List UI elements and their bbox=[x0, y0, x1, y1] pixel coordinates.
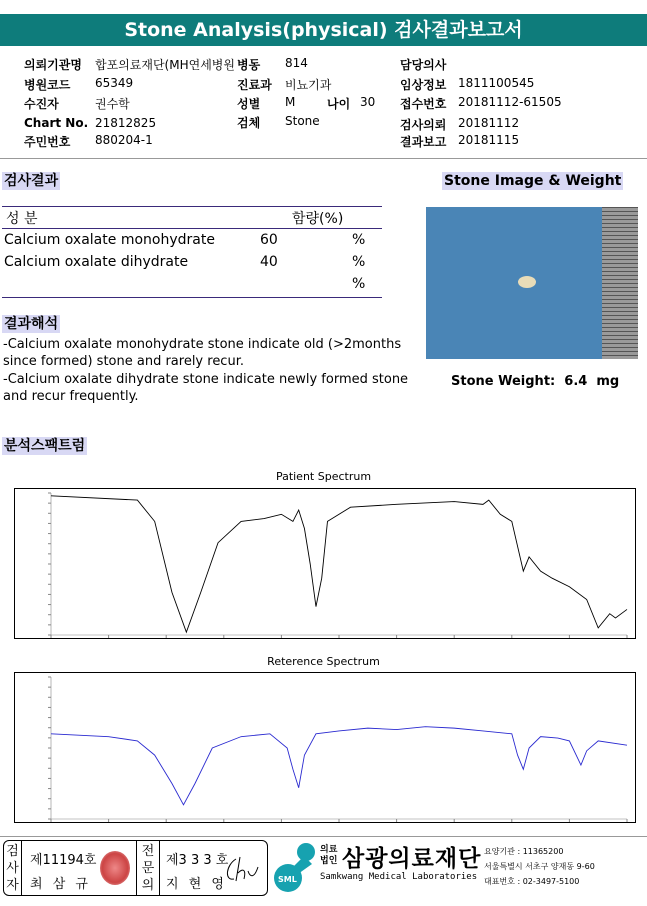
component-unit: % bbox=[352, 276, 366, 292]
table-top-rule bbox=[2, 206, 382, 207]
request-value: 20181112 bbox=[458, 116, 520, 130]
axes bbox=[51, 677, 627, 819]
specimen-label: 검체 bbox=[237, 116, 261, 130]
chart-no-label: Chart No. bbox=[24, 116, 89, 130]
component-value: 60 bbox=[260, 232, 278, 248]
institution-value: 합포의료재단(MH연세병원 bbox=[95, 58, 235, 72]
component-unit: % bbox=[352, 232, 366, 248]
id-value: 880204-1 bbox=[95, 133, 153, 147]
component-unit: % bbox=[352, 254, 366, 270]
org-code: 요양기관 : 11365200 bbox=[484, 847, 564, 856]
patient-spectrum-title: Patient Spectrum bbox=[275, 470, 372, 483]
receipt-value: 20181112-61505 bbox=[458, 95, 562, 109]
org-type: 의료법인 bbox=[320, 845, 338, 866]
component-name: Calcium oxalate dihydrate bbox=[4, 254, 189, 270]
specialist-name: 지 현 영 bbox=[166, 877, 227, 892]
signature-icon bbox=[222, 853, 262, 885]
org-address: 서울특별시 서초구 양재동 9-60 bbox=[484, 862, 595, 871]
request-label: 검사의뢰 bbox=[400, 118, 447, 132]
col-content: 함량(%) bbox=[292, 211, 344, 227]
footer-divider bbox=[0, 836, 647, 837]
patient-spectrum-chart bbox=[14, 488, 636, 639]
image-heading: Stone Image & Weight bbox=[444, 173, 622, 189]
patient-value: 권수학 bbox=[95, 97, 130, 111]
specialist-no: 제3 3 3 호 bbox=[166, 853, 229, 868]
hospital-code-label: 병원코드 bbox=[24, 78, 71, 92]
interpretation-heading: 결과해석 bbox=[4, 316, 59, 332]
specimen-value: Stone bbox=[285, 114, 320, 128]
age-label: 나이 bbox=[327, 97, 351, 111]
weight-value: 6.4 bbox=[564, 374, 588, 389]
org-name: 삼광의료재단 bbox=[342, 846, 482, 872]
spectrum-line bbox=[51, 496, 627, 632]
ward-value: 814 bbox=[285, 56, 308, 70]
id-label: 주민번호 bbox=[24, 135, 71, 149]
chart-no-value: 21812825 bbox=[95, 116, 157, 130]
patient-label: 수진자 bbox=[24, 97, 59, 111]
ward-label: 병동 bbox=[237, 58, 261, 72]
examiner-label: 검사자 bbox=[4, 841, 22, 895]
org-english: Samkwang Medical Laboratories bbox=[320, 872, 478, 882]
report-label: 결과보고 bbox=[400, 135, 447, 149]
stone-weight bbox=[451, 374, 619, 389]
hospital-code-value: 65349 bbox=[95, 76, 134, 90]
seal-icon bbox=[100, 851, 130, 885]
sex-label: 성별 bbox=[237, 97, 261, 111]
spectrum-line bbox=[51, 727, 627, 805]
examiner-name: 최 삼 규 bbox=[30, 877, 91, 892]
sex-value: M bbox=[285, 95, 296, 109]
clinical-value: 1811100545 bbox=[458, 76, 535, 90]
report-value: 20181115 bbox=[458, 133, 520, 147]
reference-spectrum-chart bbox=[14, 672, 636, 823]
ruler bbox=[602, 207, 638, 359]
spectrum-heading: 분석스팩트럼 bbox=[4, 438, 86, 454]
col-component: 성 분 bbox=[6, 211, 38, 227]
table-header-rule bbox=[2, 228, 382, 229]
dept-value: 비뇨기과 bbox=[285, 78, 332, 92]
receipt-label: 접수번호 bbox=[400, 97, 447, 111]
interpretation-line-2: -Calcium oxalate dihydrate stone indicate newly formed stone and recur frequently. bbox=[3, 372, 409, 404]
clinical-label: 임상정보 bbox=[400, 78, 447, 92]
org-phone: 대표번호 : 02-3497-5100 bbox=[484, 877, 580, 886]
dept-label: 진료과 bbox=[237, 78, 272, 92]
institution-label: 의뢰기관명 bbox=[24, 58, 82, 72]
component-value: 40 bbox=[260, 254, 278, 270]
specialist-label: 전문의 bbox=[136, 841, 160, 895]
interpretation-line-1: -Calcium oxalate monohydrate stone indicate old (>2months since formed) stone and rarely recur. bbox=[3, 337, 402, 369]
stone bbox=[518, 276, 536, 288]
results-heading: 검사결과 bbox=[4, 173, 59, 189]
weight-label: Stone Weight: bbox=[451, 374, 556, 389]
table-bottom-rule bbox=[2, 297, 382, 298]
age-value: 30 bbox=[360, 95, 376, 109]
examiner-no: 제11194호 bbox=[30, 853, 97, 868]
weight-unit: mg bbox=[596, 374, 620, 389]
svg-text:SML: SML bbox=[278, 875, 297, 884]
divider bbox=[0, 158, 647, 159]
doctor-label: 담당의사 bbox=[400, 58, 447, 72]
component-name: Calcium oxalate monohydrate bbox=[4, 232, 215, 248]
signature-box bbox=[3, 840, 268, 896]
stone-image bbox=[426, 207, 638, 359]
reference-spectrum-title: Reterence Spectrum bbox=[267, 655, 380, 668]
report-title: Stone Analysis(physical) 검사결과보고서 bbox=[0, 14, 647, 46]
